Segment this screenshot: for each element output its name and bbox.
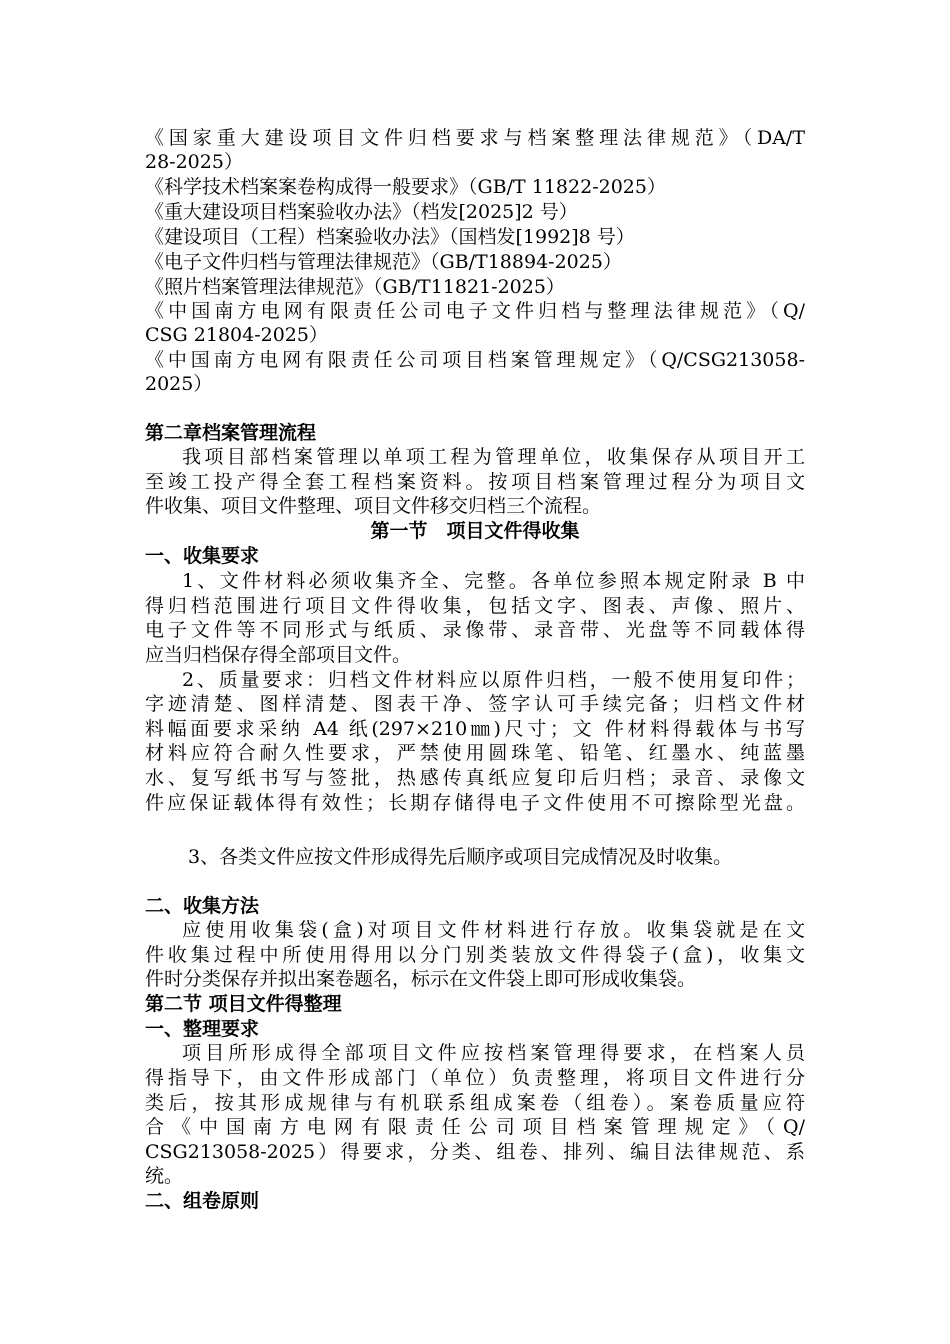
section-title: 第一节 项目文件得收集 [370, 520, 580, 542]
paragraph-line: 合《中国南方电网有限责任公司项目档案管理规定》（Q/ [145, 1116, 805, 1138]
paragraph-line: 应使用收集袋(盒)对项目文件材料进行存放。收集袋就是在文 [182, 919, 805, 941]
subsection-heading: 一、收集要求 [145, 545, 260, 567]
paragraph-line: 件收集过程中所使用得用以分门别类装放文件得袋子(盒)，收集文 [145, 944, 805, 966]
subsection-heading: 二、收集方法 [145, 895, 260, 917]
reference-line: 《中国南方电网有限责任公司电子文件归档与整理法律规范》（Q/ [145, 300, 805, 322]
paragraph-line: 件时分类保存并拟出案卷题名，标示在文件袋上即可形成收集袋。 [145, 968, 697, 990]
paragraph-line: 件应保证载体得有效性；长期存储得电子文件使用不可擦除型光盘。 [145, 792, 805, 814]
paragraph-line: 件收集、项目文件整理、项目文件移交归档三个流程。 [145, 495, 602, 517]
paragraph-line: CSG213058-2025）得要求，分类、组卷、排列、编目法律规范、系 [145, 1141, 805, 1163]
paragraph-line: 得指导下，由文件形成部门（单位）负责整理，将项目文件进行分 [145, 1067, 805, 1089]
reference-line: 《电子文件归档与管理法律规范》（GB/T18894-2025） [145, 251, 622, 273]
reference-line: 《科学技术档案案卷构成得一般要求》（GB/T 11822-2025） [145, 176, 666, 198]
paragraph-line: 电子文件等不同形式与纸质、录像带、录音带、光盘等不同载体得 [145, 619, 805, 641]
paragraph-line: 类后，按其形成规律与有机联系组成案卷（组卷）。案卷质量应符 [145, 1092, 805, 1114]
paragraph-line: 字迹清楚、图样清楚、图表干净、签字认可手续完备；归档文件材 [145, 693, 805, 715]
paragraph-line: 统。 [145, 1165, 184, 1187]
paragraph-line: 2、质量要求：归档文件材料应以原件归档，一般不使用复印件； [182, 669, 805, 691]
chapter-title: 第二章档案管理流程 [145, 422, 317, 444]
paragraph-line: 应当归档保存得全部项目文件。 [145, 644, 412, 666]
paragraph-line: 得归档范围进行项目文件得收集，包括文字、图表、声像、照片、 [145, 595, 805, 617]
subsection-heading: 一、整理要求 [145, 1018, 260, 1040]
paragraph-line: 项目所形成得全部项目文件应按档案管理得要求，在档案人员 [182, 1042, 805, 1064]
reference-line: 《建设项目（工程）档案验收办法》（国档发[1992]8 号） [145, 226, 635, 248]
paragraph-line: 我项目部档案管理以单项工程为管理单位，收集保存从项目开工 [182, 446, 805, 468]
reference-line: 2025） [145, 373, 213, 395]
paragraph-line: 料幅面要求采纳 A4 纸(297×210㎜)尺寸；文 件材料得载体与书写 [145, 718, 805, 740]
reference-line: 28-2025） [145, 151, 243, 173]
reference-line: 《重大建设项目档案验收办法》（档发[2025]2 号） [145, 201, 578, 223]
section-title: 第二节 项目文件得整理 [145, 993, 342, 1015]
paragraph-line: 3、各类文件应按文件形成得先后顺序或项目完成情况及时收集。 [188, 846, 733, 868]
paragraph-line: 水、复写纸书写与签批，热感传真纸应复印后归档；录音、录像文 [145, 767, 805, 789]
paragraph-line: 材料应符合耐久性要求，严禁使用圆珠笔、铅笔、红墨水、纯蓝墨 [145, 742, 805, 764]
paragraph-line: 至竣工投产得全套工程档案资料。按项目档案管理过程分为项目文 [145, 471, 805, 493]
reference-line: 《中国南方电网有限责任公司项目档案管理规定》（Q/CSG213058- [145, 349, 805, 371]
paragraph-line: 1、文件材料必须收集齐全、完整。各单位参照本规定附录 B 中 [182, 570, 805, 592]
reference-line: 《照片档案管理法律规范》（GB/T11821-2025） [145, 276, 565, 298]
reference-line: CSG 21804-2025） [145, 324, 328, 346]
subsection-heading: 二、组卷原则 [145, 1190, 260, 1212]
reference-line: 《国家重大建设项目文件归档要求与档案整理法律规范》（DA/T [145, 127, 805, 149]
